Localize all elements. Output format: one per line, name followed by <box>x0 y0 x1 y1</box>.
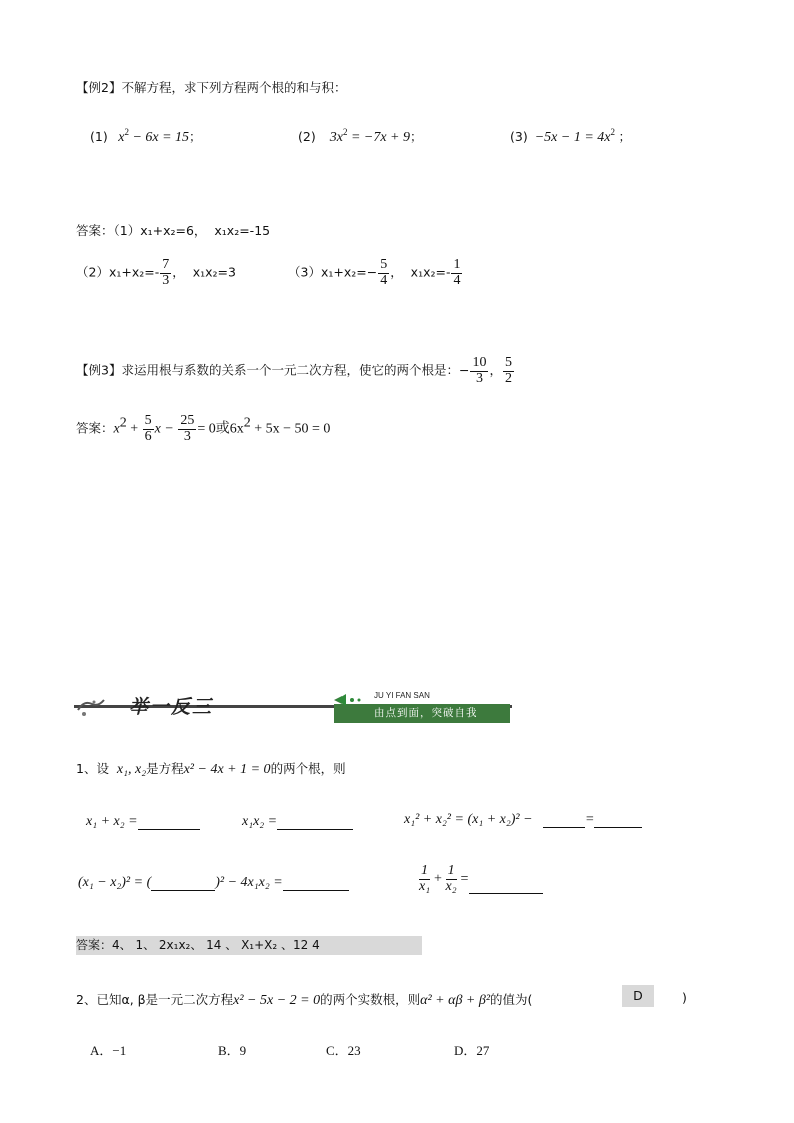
option-d[interactable]: D．27 <box>454 1043 490 1058</box>
banner-subtitle: 由点到面，突破自我 <box>374 707 478 719</box>
example2-heading <box>76 78 346 96</box>
arrow-icon <box>336 694 366 706</box>
square-blank-2[interactable] <box>594 813 642 828</box>
answer-2-line2: （2）x₁+x₂=- $\frac{7}{3}$ ， x₁x₂=3 <box>76 257 236 288</box>
diff-blank-2[interactable] <box>283 876 349 891</box>
banner-title: 举一反三 <box>129 696 214 718</box>
section-banner <box>74 690 512 724</box>
example3-answer: 答案：$x^2$ + $\frac{5}{6}$ x − $\frac{25}{3}$ = 0或$6x^2 + 5x - 50 = 0$ <box>76 413 331 444</box>
sum-blank[interactable] <box>138 815 200 830</box>
q1-square-blank-row: x₁² + x₂² = (x₁ + x₂)² − = <box>404 812 642 828</box>
q1-answer: 答案：4、 1、 2x₁x₂、 14 、 X₁+X₂ 、12 4 <box>76 936 422 955</box>
answer-2-line1: 答案：（1）x₁+x₂=6， x₁x₂=-15 <box>76 223 271 238</box>
q2-close-paren: ) <box>682 990 687 1005</box>
q1-sum-blank-row: x₁ + x₂ = <box>86 814 200 830</box>
option-b[interactable]: B．9 <box>218 1043 247 1058</box>
q1-prod-blank-row: x₁x₂ = <box>242 814 353 830</box>
square-blank-1[interactable] <box>543 813 585 828</box>
recip-blank[interactable] <box>469 879 543 894</box>
option-a[interactable]: A．−1 <box>90 1043 127 1058</box>
product-blank[interactable] <box>277 815 353 830</box>
q2-answer-box[interactable]: D <box>622 985 654 1007</box>
answer-2-line2b: （3）x₁+x₂=− $\frac{5}{4}$ ， x₁x₂=- $\frac{1}{4}$ <box>288 257 461 288</box>
question-1: 1、设 x₁, x₂是方程x² − 4x + 1 = 0的两个根，则 <box>76 761 346 777</box>
q1-recip-blank-row: $\frac{1}{\text{x₁}}$ + $\frac{1}{\text{x₂}}$ = <box>416 864 543 894</box>
example3-heading: 【例3】求运用根与系数的关系一个一元二次方程，使它的两个根是：− $\frac{10}{3}$ ， $\frac{5}{2}$ <box>76 355 512 386</box>
option-c[interactable]: C．23 <box>326 1043 361 1058</box>
equation-2: (2) $3x^2 = -7x + 9$； <box>298 127 423 145</box>
banner-pinyin: JU YI FAN SAN <box>374 691 430 700</box>
q1-diff-blank-row: (x₁ − x₂)² = ( )² − 4x₁x₂ = <box>78 875 349 891</box>
equation-3: $(3) -5x - 1 = 4x^2$ ； <box>510 127 632 145</box>
diff-blank-1[interactable] <box>151 876 215 891</box>
example-title: 不解方程，求下列方程两个根的和与积： <box>121 80 347 95</box>
question-2: 2、已知α, β是一元二次方程x² − 5x − 2 = 0的两个实数根，则α² + αβ + β²的值为( <box>76 992 533 1008</box>
equation-1: (1) $x^2 - 6x = 15$； <box>90 127 202 145</box>
example-label: 【例2】 <box>76 80 122 95</box>
